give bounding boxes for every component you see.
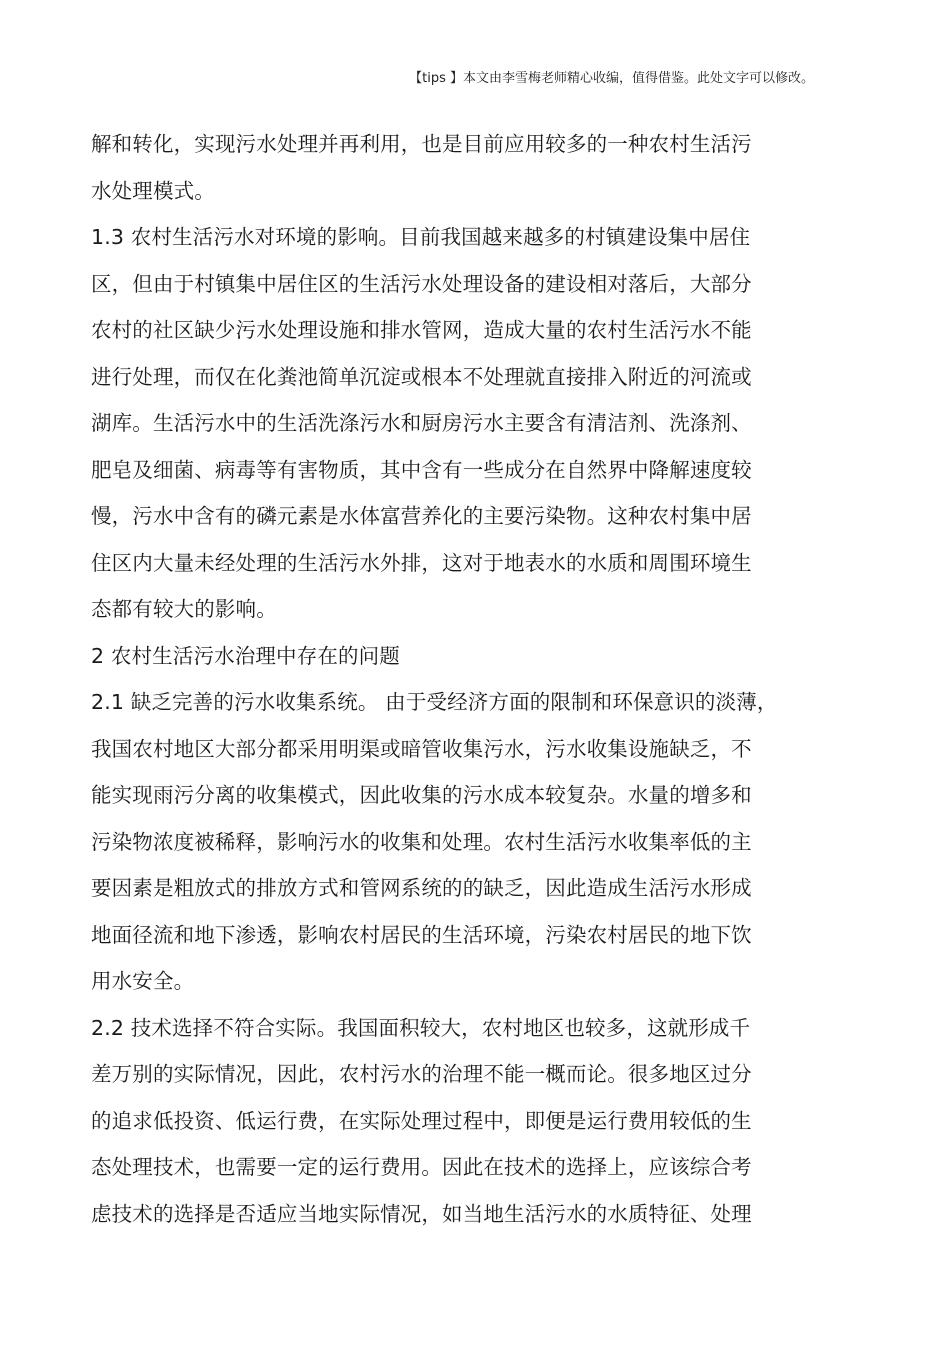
- section-2-heading: 2 农村生活污水治理中存在的问题: [91, 643, 400, 668]
- text-line: 用水安全。: [91, 969, 195, 993]
- text-line: 水处理模式。: [91, 178, 215, 203]
- text-line: 能实现雨污分离的收集模式，因此收集的污水成本较复杂。水量的增多和: [91, 783, 752, 807]
- text-line: 的追求低投资、低运行费，在实际处理过程中，即便是运行费用较低的生: [91, 1108, 752, 1133]
- text-line: 要因素是粗放式的排放方式和管网系统的的缺乏，因此造成生活污水形成: [91, 876, 752, 900]
- section-2-1-paragraph-start: 2.1 缺乏完善的污水收集系统。 由于受经济方面的限制和环保意识的淡薄，: [91, 690, 778, 714]
- text-line: 差万别的实际情况，因此，农村污水的治理不能一概而论。很多地区过分: [91, 1062, 752, 1086]
- text-line: 进行处理，而仅在化粪池简单沉淀或根本不处理就直接排入附近的河流或: [91, 364, 752, 389]
- text-line: 住区内大量未经处理的生活污水外排，这对于地表水的水质和周围环境生: [91, 550, 752, 575]
- text-line: 地面径流和地下渗透，影响农村居民的生活环境，污染农村居民的地下饮: [91, 922, 752, 947]
- text-line: 农村的社区缺少污水处理设施和排水管网，造成大量的农村生活污水不能: [91, 318, 752, 342]
- document-body: [91, 128, 851, 1244]
- text-line: 我国农村地区大部分都采用明渠或暗管收集污水，污水收集设施缺乏，不: [91, 736, 752, 761]
- text-line: 解和转化，实现污水处理并再利用，也是目前应用较多的一种农村生活污: [91, 132, 752, 156]
- text-line: 态都有较大的影响。: [91, 597, 277, 621]
- text-line: 污染物浓度被稀释，影响污水的收集和处理。农村生活污水收集率低的主: [91, 829, 752, 854]
- text-line: 区，但由于村镇集中居住区的生活污水处理设备的建设相对落后，大部分: [91, 271, 752, 296]
- text-line: 态处理技术，也需要一定的运行费用。因此在技术的选择上，应该综合考: [91, 1155, 752, 1179]
- text-line: 虑技术的选择是否适应当地实际情况，如当地生活污水的水质特征、处理: [91, 1201, 752, 1226]
- section-2-2-paragraph-start: 2.2 技术选择不符合实际。我国面积较大，农村地区也较多，这就形成千: [91, 1015, 751, 1040]
- header-tips-note: 【tips 】本文由李雪梅老师精心收编，值得借鉴。此处文字可以修改。: [409, 71, 814, 86]
- text-line: 湖库。生活污水中的生活洗涤污水和厨房污水主要含有清洁剂、洗涤剂、: [91, 411, 752, 435]
- section-1-3-paragraph-start: 1.3 农村生活污水对环境的影响。目前我国越来越多的村镇建设集中居住: [91, 225, 751, 249]
- text-line: 肥皂及细菌、病毒等有害物质，其中含有一些成分在自然界中降解速度较: [91, 457, 752, 482]
- text-line: 慢，污水中含有的磷元素是水体富营养化的主要污染物。这种农村集中居: [91, 504, 752, 528]
